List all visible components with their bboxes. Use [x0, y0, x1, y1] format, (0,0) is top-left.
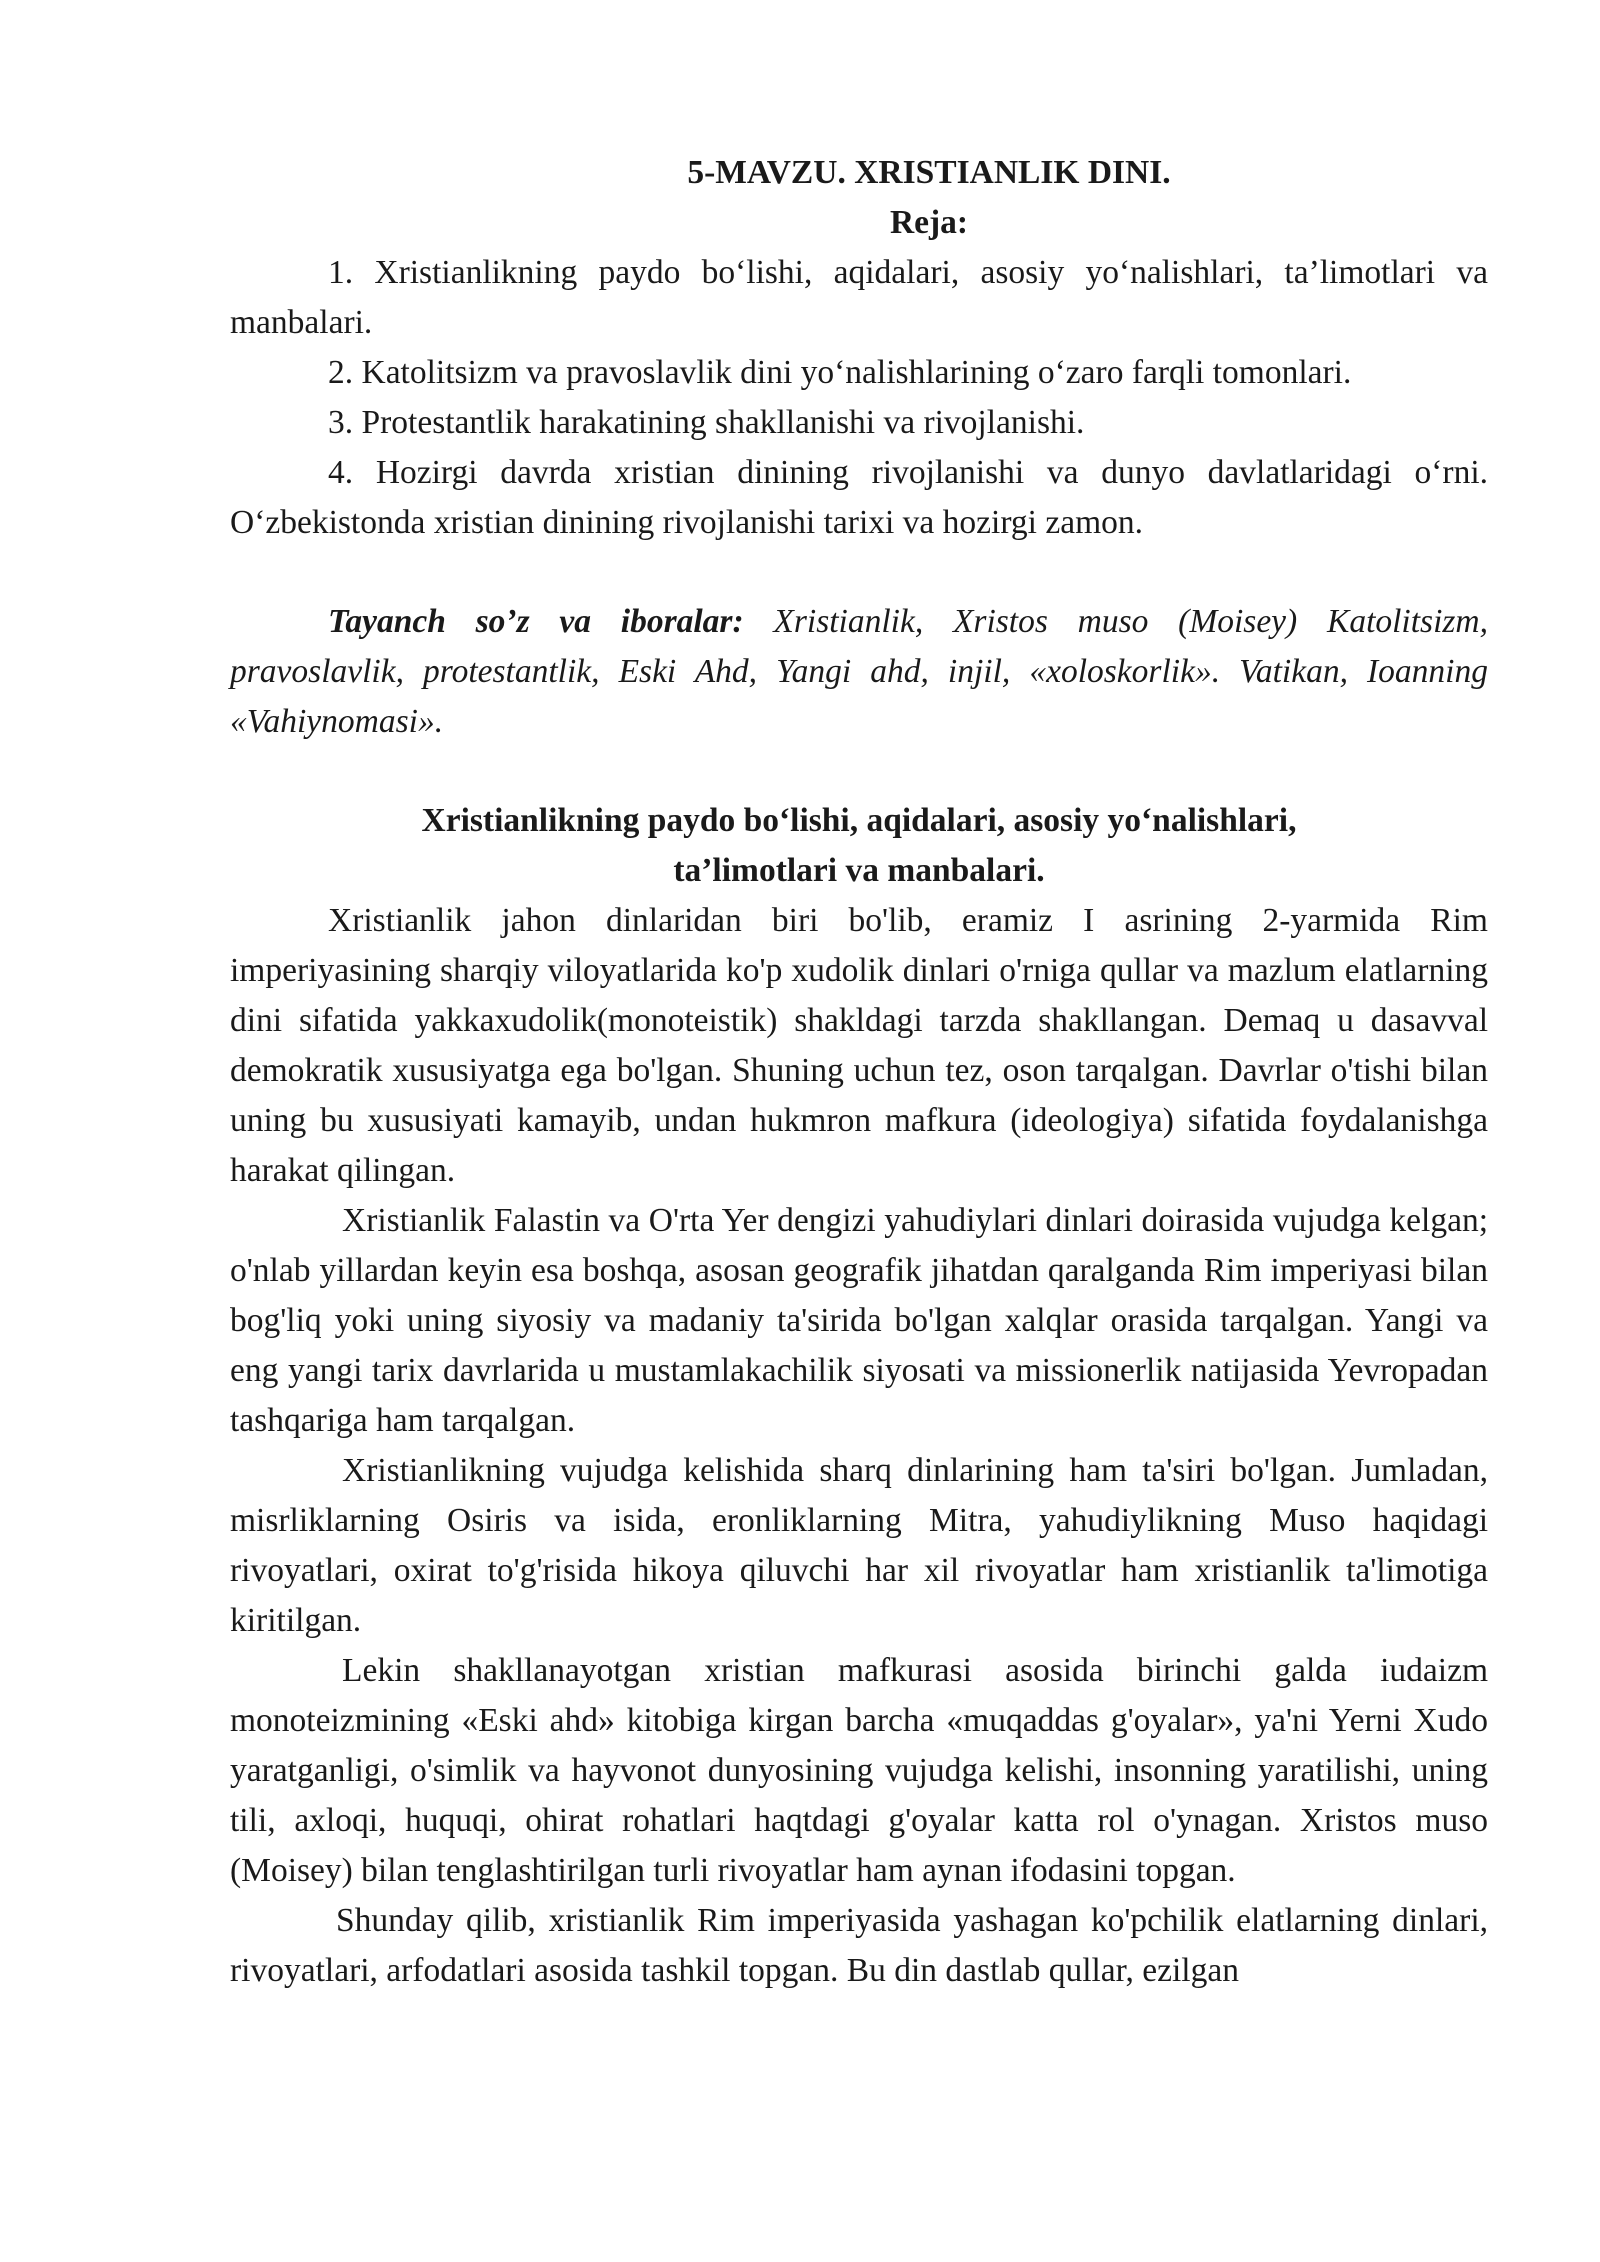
- section-heading-line-1: Xristianlikning paydo bo‘lishi, aqidalari, asosiy yo‘nalishlari,: [421, 802, 1297, 839]
- section-heading: [230, 796, 1488, 896]
- body-paragraph-1: Xristianlik jahon dinlaridan biri bo'lib, eramiz I asrining 2-yarmida Rim imperiyasining sharqiy viloyatlarida ko'p xudolik dinlari o'rniga qullar va mazlum elatlarning dini sifatida yakkaxudolik(monoteistik) shakldagi tarzda shakllangan. Demaq u dasavval demokratik xususiyatga ega bo'lgan. Shuning uchun tez, oson tarqalgan. Davrlar o'tishi bilan uning bu xususiyati kamayib, undan hukmron mafkura (ideologiya) sifatida foydalanishga harakat qilingan.: [230, 902, 1488, 1189]
- document-page: [230, 148, 1488, 1996]
- body-paragraph-4: Lekin shakllanayotgan xristian mafkurasi asosida birinchi galda iudaizm monoteizmining «Eski ahd» kitobiga kirgan barcha «muqaddas g'oyalar», ya'ni Yerni Xudo yaratganligi, o'simlik va hayvonot dunyosining vujudga kelishi, insonning yaratilishi, uning tili, axloqi, huquqi, ohirat rohatlari haqtdagi g'oyalar katta rol o'ynagan. Xristos muso (Moisey) bilan tenglashtirilgan turli rivoyatlar ham aynan ifodasini topgan.: [230, 1652, 1488, 1889]
- keywords-label: Tayanch so’z va iboralar:: [328, 603, 744, 640]
- body-paragraph-3: Xristianlikning vujudga kelishida sharq dinlarining ham ta'siri bo'lgan. Jumladan, misrliklarning Osiris va isida, eronliklarning Mitra, yahudiylikning Muso haqidagi rivoyatlari, oxirat to'g'risida hikoya qiluvchi har xil rivoyatlar ham xristianlik ta'limotiga kiritilgan.: [230, 1452, 1488, 1639]
- document-title: 5-MAVZU. XRISTIANLIK DINI.: [687, 154, 1171, 191]
- keywords-text: Xristianlik, Xristos muso (Moisey) Katolitsizm, pravoslavlik, protestantlik, Eski Ahd, Yangi ahd, injil, «xoloskorlik». Vatikan, Ioanning «Vahiynomasi».: [230, 603, 1488, 740]
- plan-label: Reja:: [889, 204, 969, 241]
- plan-item-3: 3. Protestantlik harakatining shakllanishi va rivojlanishi.: [328, 404, 1085, 441]
- body-paragraph-2: Xristianlik Falastin va O'rta Yer dengizi yahudiylari dinlari doirasida vujudga kelgan; o'nlab yillardan keyin esa boshqa, asosan geografik jihatdan qaralganda Rim imperiyasi bilan bog'liq yoki uning siyosiy va madaniy ta'sirida bo'lgan xalqlar orasida tarqalgan. Yangi va eng yangi tarix davrlarida u mustamlakachilik siyosati va missionerlik natijasida Yevropadan tashqariga ham tarqalgan.: [230, 1202, 1488, 1439]
- plan-item-2: 2. Katolitsizm va pravoslavlik dini yo‘nalishlarining o‘zaro farqli tomonlari.: [328, 354, 1352, 391]
- body-paragraph-5: Shunday qilib, xristianlik Rim imperiyasida yashagan ko'pchilik elatlarning dinlari, rivoyatlari, arfodatlari asosida tashkil topgan. Bu din dastlab qullar, ezilgan: [230, 1902, 1488, 1989]
- keywords-paragraph: [230, 597, 1488, 747]
- section-heading-line-2: ta’limotlari va manbalari.: [673, 852, 1045, 889]
- plan-item-4: 4. Hozirgi davrda xristian dinining rivojlanishi va dunyo davlatlaridagi o‘rni. O‘zbekistonda xristian dinining rivojlanishi tarixi va hozirgi zamon.: [230, 454, 1488, 541]
- plan-item-1: 1. Xristianlikning paydo bo‘lishi, aqidalari, asosiy yo‘nalishlari, ta’limotlari va manbalari.: [230, 254, 1488, 341]
